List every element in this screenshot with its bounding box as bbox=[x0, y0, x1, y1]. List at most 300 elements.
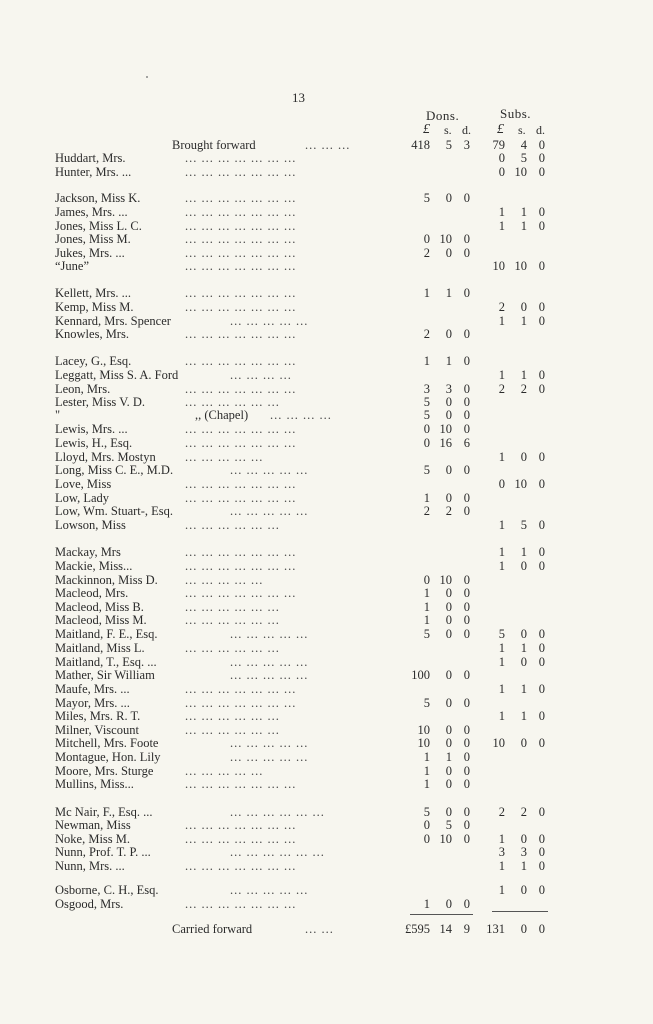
donation-pence: 0 bbox=[463, 463, 470, 477]
donation-pence: 0 bbox=[463, 354, 470, 368]
subscription-pence: 0 bbox=[538, 219, 545, 233]
paper-speck bbox=[146, 76, 148, 78]
ledger-row bbox=[0, 314, 653, 327]
leader-dots: ... ... ... ... ... ... ... bbox=[185, 897, 297, 911]
leader-dots: ... ... ... ... ... ... ... bbox=[185, 682, 297, 696]
contributor-name: Leggatt, Miss S. A. Ford bbox=[55, 368, 179, 382]
subscription-pence: 0 bbox=[538, 709, 545, 723]
subscription-shillings: 10 bbox=[514, 477, 527, 491]
subscription-pence: 0 bbox=[538, 832, 545, 846]
subscription-pence: 0 bbox=[538, 559, 545, 573]
ledger-row bbox=[0, 641, 653, 654]
leader-dots: ... ... ... ... ... ... bbox=[185, 600, 280, 614]
leader-dots: ... ... bbox=[305, 922, 334, 936]
contributor-name: Newman, Miss bbox=[55, 818, 131, 832]
subscriptions-total-rule bbox=[492, 911, 548, 912]
leader-dots: ... ... ... ... ... ... ... bbox=[185, 586, 297, 600]
donation-pounds: 5 bbox=[423, 395, 430, 409]
subscription-shillings: 1 bbox=[520, 205, 527, 219]
ledger-row bbox=[0, 463, 653, 476]
subscription-shillings: 4 bbox=[520, 138, 527, 152]
leader-dots: ... ... ... ... ... ... ... bbox=[185, 219, 297, 233]
subscription-pence: 0 bbox=[538, 165, 545, 179]
ledger-row bbox=[0, 477, 653, 490]
subscription-shillings: 1 bbox=[520, 545, 527, 559]
ledger-row bbox=[0, 709, 653, 722]
ledger-row bbox=[0, 518, 653, 531]
subscription-shillings: 10 bbox=[514, 165, 527, 179]
contributor-name: Osgood, Mrs. bbox=[55, 897, 124, 911]
ledger-row bbox=[0, 286, 653, 299]
subscription-pounds: 10 bbox=[492, 259, 505, 273]
donation-pence: 0 bbox=[463, 897, 470, 911]
donation-shillings: 1 bbox=[445, 750, 452, 764]
subscription-pence: 0 bbox=[538, 545, 545, 559]
contributor-name: Jackson, Miss K. bbox=[55, 191, 141, 205]
subscription-shillings: 10 bbox=[514, 259, 527, 273]
contributor-name: Lester, Miss V. D. bbox=[55, 395, 146, 409]
donation-shillings: 0 bbox=[445, 668, 452, 682]
subscription-shillings: 5 bbox=[520, 518, 527, 532]
donation-shillings: 0 bbox=[445, 736, 452, 750]
ledger-row bbox=[0, 300, 653, 313]
leader-dots: ... ... ... ... ... ... ... bbox=[185, 818, 297, 832]
donation-pounds: 5 bbox=[423, 627, 430, 641]
ledger-row bbox=[0, 573, 653, 586]
donation-shillings: 16 bbox=[439, 436, 452, 450]
leader-dots: ... ... ... ... ... ... ... bbox=[185, 205, 297, 219]
subscription-pence: 0 bbox=[538, 151, 545, 165]
donation-pence: 0 bbox=[463, 627, 470, 641]
subscription-shillings: 0 bbox=[520, 300, 527, 314]
subscription-shillings: 1 bbox=[520, 709, 527, 723]
contributor-name: Long, Miss C. E., M.D. bbox=[55, 463, 174, 477]
contributor-name: Maitland, T., Esq. ... bbox=[55, 655, 157, 669]
subscription-pounds: 131 bbox=[486, 922, 505, 936]
leader-dots: ... ... ... ... ... ... ... bbox=[185, 259, 297, 273]
contributor-name: Milner, Viscount bbox=[55, 723, 139, 737]
subscription-pence: 0 bbox=[538, 314, 545, 328]
donation-pounds: 1 bbox=[423, 750, 430, 764]
ledger-row bbox=[0, 191, 653, 204]
donation-shillings: 5 bbox=[445, 138, 452, 152]
contributor-name: Macleod, Mrs. bbox=[55, 586, 129, 600]
donation-shillings: 0 bbox=[445, 777, 452, 791]
ledger-row bbox=[0, 736, 653, 749]
contributor-name: Mather, Sir William bbox=[55, 668, 155, 682]
subscription-pence: 0 bbox=[538, 259, 545, 273]
subscription-pounds: 1 bbox=[498, 832, 505, 846]
contributor-name: Mitchell, Mrs. Foote bbox=[55, 736, 159, 750]
subscription-shillings: 0 bbox=[520, 655, 527, 669]
subscription-pence: 0 bbox=[538, 845, 545, 859]
leader-dots: ... ... ... ... ... ... ... bbox=[185, 327, 297, 341]
contributor-name: Maitland, F. E., Esq. bbox=[55, 627, 158, 641]
leader-dots: ... ... ... ... ... ... bbox=[185, 723, 280, 737]
donation-pence: 3 bbox=[463, 138, 470, 152]
ledger-row bbox=[0, 395, 653, 408]
contributor-name: Leon, Mrs. bbox=[55, 382, 111, 396]
donation-shillings: 0 bbox=[445, 613, 452, 627]
ledger-row bbox=[0, 805, 653, 818]
leader-dots: ... ... ... ... ... bbox=[185, 450, 264, 464]
ledger-row bbox=[0, 845, 653, 858]
donation-pence: 0 bbox=[463, 818, 470, 832]
ledger-row bbox=[0, 613, 653, 626]
donation-pence: 0 bbox=[463, 723, 470, 737]
ledger-row bbox=[0, 764, 653, 777]
donation-pence: 0 bbox=[463, 777, 470, 791]
subscription-pounds: 79 bbox=[492, 138, 505, 152]
donation-pounds: 0 bbox=[423, 232, 430, 246]
contributor-name: Kemp, Miss M. bbox=[55, 300, 134, 314]
donation-shillings: 10 bbox=[439, 573, 452, 587]
leader-dots: ... ... ... ... ... bbox=[230, 504, 309, 518]
leader-dots: ... ... ... ... ... bbox=[230, 883, 309, 897]
donation-pounds: 100 bbox=[411, 668, 430, 682]
donation-shillings: 2 bbox=[445, 504, 452, 518]
donation-pounds: £595 bbox=[405, 922, 430, 936]
donation-shillings: 0 bbox=[445, 897, 452, 911]
leader-dots: ... ... ... ... ... ... bbox=[185, 518, 280, 532]
donation-shillings: 0 bbox=[445, 246, 452, 260]
donation-pounds: 1 bbox=[423, 586, 430, 600]
subscription-pence: 0 bbox=[538, 382, 545, 396]
donation-pence: 0 bbox=[463, 422, 470, 436]
subscription-shillings: 1 bbox=[520, 219, 527, 233]
leader-dots: ... ... ... ... ... ... bbox=[185, 613, 280, 627]
donation-pounds: 418 bbox=[411, 138, 430, 152]
subscription-shillings: 0 bbox=[520, 736, 527, 750]
don-shillings-heading: s. bbox=[444, 123, 452, 137]
leader-dots: ... ... ... ... ... bbox=[230, 463, 309, 477]
contributor-name: Macleod, Miss B. bbox=[55, 600, 144, 614]
subscription-pounds: 1 bbox=[498, 859, 505, 873]
donation-pence: 0 bbox=[463, 395, 470, 409]
subscription-pounds: 1 bbox=[498, 559, 505, 573]
ledger-row bbox=[0, 859, 653, 872]
subscription-pounds: 1 bbox=[498, 314, 505, 328]
contributor-name: Jones, Miss M. bbox=[55, 232, 131, 246]
donation-pence: 0 bbox=[463, 832, 470, 846]
contributor-name: Nunn, Mrs. ... bbox=[55, 859, 125, 873]
contributor-name: Macleod, Miss M. bbox=[55, 613, 147, 627]
donation-pence: 0 bbox=[463, 408, 470, 422]
subscription-pence: 0 bbox=[538, 477, 545, 491]
ledger-row bbox=[0, 818, 653, 831]
ledger-row bbox=[0, 246, 653, 259]
subscription-shillings: 0 bbox=[520, 832, 527, 846]
subscription-pence: 0 bbox=[538, 883, 545, 897]
donation-shillings: 0 bbox=[445, 696, 452, 710]
donation-shillings: 0 bbox=[445, 805, 452, 819]
leader-dots: ... ... ... ... ... ... ... bbox=[185, 354, 297, 368]
subscription-pounds: 1 bbox=[498, 219, 505, 233]
leader-dots: ... ... ... ... ... ... ... bbox=[185, 422, 297, 436]
ledger-row bbox=[0, 205, 653, 218]
donation-pence: 0 bbox=[463, 191, 470, 205]
donation-pounds: 1 bbox=[423, 897, 430, 911]
contributor-name: Nunn, Prof. T. P. ... bbox=[55, 845, 151, 859]
donation-shillings: 0 bbox=[445, 395, 452, 409]
leader-dots: ... ... ... ... ... ... ... bbox=[185, 545, 297, 559]
donation-shillings: 0 bbox=[445, 191, 452, 205]
leader-dots: ... ... ... ... ... ... ... bbox=[185, 777, 297, 791]
contributor-name: Huddart, Mrs. bbox=[55, 151, 126, 165]
leader-dots: ... ... ... ... ... ... ... bbox=[185, 151, 297, 165]
donation-pence: 0 bbox=[463, 573, 470, 587]
leader-dots: ... ... ... ... ... bbox=[230, 627, 309, 641]
contributor-name: Lewis, Mrs. ... bbox=[55, 422, 128, 436]
subscription-pounds: 2 bbox=[498, 805, 505, 819]
donation-shillings: 0 bbox=[445, 764, 452, 778]
leader-dots: ... ... ... ... ... ... ... bbox=[185, 286, 297, 300]
ledger-row bbox=[0, 832, 653, 845]
ledger-row bbox=[0, 668, 653, 681]
donation-pounds: 0 bbox=[423, 436, 430, 450]
donation-pence: 0 bbox=[463, 805, 470, 819]
ditto-note: ,, (Chapel) bbox=[195, 408, 249, 422]
leader-dots: ... ... ... ... ... ... ... bbox=[185, 436, 297, 450]
ledger-row bbox=[0, 922, 653, 935]
contributor-name: " bbox=[55, 408, 61, 422]
subscription-pence: 0 bbox=[538, 138, 545, 152]
ledger-row bbox=[0, 327, 653, 340]
ledger-row bbox=[0, 586, 653, 599]
subscription-shillings: 0 bbox=[520, 627, 527, 641]
subscription-pounds: 1 bbox=[498, 641, 505, 655]
donation-pounds: 1 bbox=[423, 764, 430, 778]
subscription-pounds: 1 bbox=[498, 205, 505, 219]
donation-pounds: 5 bbox=[423, 463, 430, 477]
donation-pounds: 5 bbox=[423, 805, 430, 819]
subscription-pounds: 0 bbox=[498, 477, 505, 491]
donation-pence: 0 bbox=[463, 246, 470, 260]
subscription-pence: 0 bbox=[538, 655, 545, 669]
ledger-row bbox=[0, 559, 653, 572]
leader-dots: ... ... ... ... ... ... ... bbox=[185, 491, 297, 505]
ledger-row bbox=[0, 138, 653, 151]
leader-dots: ... ... ... ... ... ... ... bbox=[185, 696, 297, 710]
ledger-row bbox=[0, 232, 653, 245]
leader-dots: ... ... ... ... ... ... ... bbox=[185, 300, 297, 314]
leader-dots: ... ... ... ... ... bbox=[230, 750, 309, 764]
subscription-pounds: 2 bbox=[498, 300, 505, 314]
leader-dots: ... ... ... ... ... ... ... bbox=[185, 859, 297, 873]
donation-pounds: 0 bbox=[423, 818, 430, 832]
subscription-pounds: 1 bbox=[498, 450, 505, 464]
subscription-shillings: 0 bbox=[520, 450, 527, 464]
donation-pounds: 3 bbox=[423, 382, 430, 396]
contributor-name: Brought forward bbox=[172, 138, 256, 152]
donation-pounds: 5 bbox=[423, 191, 430, 205]
subscription-pounds: 0 bbox=[498, 151, 505, 165]
sub-shillings-heading: s. bbox=[518, 123, 526, 137]
leader-dots: ... ... ... ... ... ... bbox=[185, 395, 280, 409]
subscription-pounds: 1 bbox=[498, 545, 505, 559]
donation-pence: 0 bbox=[463, 696, 470, 710]
contributor-name: Osborne, C. H., Esq. bbox=[55, 883, 159, 897]
donation-pence: 0 bbox=[463, 586, 470, 600]
leader-dots: ... ... ... ... ... ... bbox=[230, 845, 325, 859]
leader-dots: ... ... ... ... ... ... ... bbox=[185, 165, 297, 179]
subscription-pounds: 1 bbox=[498, 709, 505, 723]
ledger-row bbox=[0, 655, 653, 668]
subscription-pounds: 1 bbox=[498, 682, 505, 696]
donation-shillings: 10 bbox=[439, 422, 452, 436]
leader-dots: ... ... ... ... ... bbox=[230, 668, 309, 682]
donation-shillings: 14 bbox=[439, 922, 452, 936]
donation-pounds: 1 bbox=[423, 613, 430, 627]
leader-dots: ... ... ... ... ... ... bbox=[185, 641, 280, 655]
ledger-row bbox=[0, 422, 653, 435]
ledger-row bbox=[0, 897, 653, 910]
donation-shillings: 0 bbox=[445, 627, 452, 641]
contributor-name: Miles, Mrs. R. T. bbox=[55, 709, 141, 723]
sub-pence-heading: d. bbox=[536, 123, 545, 137]
ledger-row bbox=[0, 368, 653, 381]
donation-shillings: 10 bbox=[439, 232, 452, 246]
ledger-row bbox=[0, 777, 653, 790]
donation-pence: 0 bbox=[463, 491, 470, 505]
contributor-name: “June” bbox=[55, 259, 90, 273]
ledger-row bbox=[0, 750, 653, 763]
subscription-pounds: 1 bbox=[498, 655, 505, 669]
donation-pounds: 1 bbox=[423, 354, 430, 368]
subscription-pence: 0 bbox=[538, 450, 545, 464]
subscription-shillings: 2 bbox=[520, 805, 527, 819]
donation-pounds: 2 bbox=[423, 327, 430, 341]
contributor-name: Moore, Mrs. Sturge bbox=[55, 764, 154, 778]
ledger-row bbox=[0, 165, 653, 178]
donation-shillings: 0 bbox=[445, 586, 452, 600]
ledger-row bbox=[0, 491, 653, 504]
ledger-row bbox=[0, 504, 653, 517]
leader-dots: ... ... ... bbox=[305, 138, 351, 152]
subscription-pence: 0 bbox=[538, 736, 545, 750]
donation-shillings: 0 bbox=[445, 463, 452, 477]
leader-dots: ... ... ... ... ... ... ... bbox=[185, 246, 297, 260]
subscription-shillings: 0 bbox=[520, 883, 527, 897]
ledger-row bbox=[0, 354, 653, 367]
leader-dots: ... ... ... ... ... ... ... bbox=[185, 477, 297, 491]
contributor-name: Knowles, Mrs. bbox=[55, 327, 129, 341]
leader-dots: ... ... ... ... ... ... ... bbox=[185, 232, 297, 246]
donation-pence: 6 bbox=[463, 436, 470, 450]
subscription-pounds: 2 bbox=[498, 382, 505, 396]
contributor-name: Montague, Hon. Lily bbox=[55, 750, 161, 764]
donation-shillings: 1 bbox=[445, 286, 452, 300]
donation-pence: 0 bbox=[463, 286, 470, 300]
page-number: 13 bbox=[292, 90, 305, 105]
donation-pounds: 2 bbox=[423, 504, 430, 518]
contributor-name: Noke, Miss M. bbox=[55, 832, 131, 846]
contributor-name: Low, Lady bbox=[55, 491, 110, 505]
contributor-name: James, Mrs. ... bbox=[55, 205, 128, 219]
donation-pounds: 5 bbox=[423, 408, 430, 422]
donation-shillings: 0 bbox=[445, 491, 452, 505]
subscription-pence: 0 bbox=[538, 368, 545, 382]
subscription-shillings: 1 bbox=[520, 859, 527, 873]
donation-pounds: 1 bbox=[423, 491, 430, 505]
donation-shillings: 0 bbox=[445, 600, 452, 614]
contributor-name: Hunter, Mrs. ... bbox=[55, 165, 132, 179]
donation-pounds: 10 bbox=[417, 736, 430, 750]
leader-dots: ... ... ... ... ... bbox=[185, 573, 264, 587]
subscription-shillings: 1 bbox=[520, 314, 527, 328]
contributor-name: Lloyd, Mrs. Mostyn bbox=[55, 450, 156, 464]
donation-pence: 0 bbox=[463, 232, 470, 246]
ledger-row bbox=[0, 450, 653, 463]
contributor-name: Maitland, Miss L. bbox=[55, 641, 145, 655]
donation-shillings: 0 bbox=[445, 327, 452, 341]
don-pence-heading: d. bbox=[462, 123, 471, 137]
ledger-row bbox=[0, 382, 653, 395]
leader-dots: ... ... ... ... bbox=[270, 408, 332, 422]
leader-dots: ... ... ... ... ... ... ... bbox=[185, 191, 297, 205]
donation-pence: 0 bbox=[463, 764, 470, 778]
contributor-name: Kennard, Mrs. Spencer bbox=[55, 314, 171, 328]
ledger-row bbox=[0, 627, 653, 640]
subscription-shillings: 1 bbox=[520, 682, 527, 696]
donation-pounds: 2 bbox=[423, 246, 430, 260]
donation-pounds: 10 bbox=[417, 723, 430, 737]
donation-pence: 0 bbox=[463, 750, 470, 764]
subscription-pence: 0 bbox=[538, 682, 545, 696]
subscription-pounds: 10 bbox=[492, 736, 505, 750]
donation-shillings: 1 bbox=[445, 354, 452, 368]
donation-pounds: 1 bbox=[423, 600, 430, 614]
contributor-name: Low, Wm. Stuart-, Esq. bbox=[55, 504, 174, 518]
donation-pounds: 0 bbox=[423, 573, 430, 587]
donation-pounds: 1 bbox=[423, 286, 430, 300]
leader-dots: ... ... ... ... ... ... ... bbox=[185, 559, 297, 573]
donation-pence: 0 bbox=[463, 504, 470, 518]
ledger-row bbox=[0, 259, 653, 272]
sub-pounds-heading: £ bbox=[497, 122, 504, 137]
subscriptions-header: Subs. bbox=[500, 106, 532, 121]
ledger-row bbox=[0, 723, 653, 736]
subscription-pence: 0 bbox=[538, 627, 545, 641]
subscription-shillings: 2 bbox=[520, 382, 527, 396]
contributor-name: Kellett, Mrs. ... bbox=[55, 286, 132, 300]
donation-pounds: 1 bbox=[423, 777, 430, 791]
contributor-name: Maufe, Mrs. ... bbox=[55, 682, 130, 696]
subscription-pence: 0 bbox=[538, 518, 545, 532]
contributor-name: Carried forward bbox=[172, 922, 253, 936]
donation-pence: 9 bbox=[463, 922, 470, 936]
ledger-row bbox=[0, 545, 653, 558]
contributor-name: Lacey, G., Esq. bbox=[55, 354, 132, 368]
donation-shillings: 5 bbox=[445, 818, 452, 832]
contributor-name: Mullins, Miss... bbox=[55, 777, 134, 791]
subscription-shillings: 1 bbox=[520, 641, 527, 655]
ledger-row bbox=[0, 219, 653, 232]
subscription-pounds: 1 bbox=[498, 518, 505, 532]
donation-pounds: 0 bbox=[423, 422, 430, 436]
subscription-pounds: 1 bbox=[498, 368, 505, 382]
ledger-row bbox=[0, 682, 653, 695]
ledger-row bbox=[0, 436, 653, 449]
donation-shillings: 0 bbox=[445, 723, 452, 737]
subscription-pence: 0 bbox=[538, 805, 545, 819]
donation-pence: 0 bbox=[463, 382, 470, 396]
donation-pence: 0 bbox=[463, 600, 470, 614]
leader-dots: ... ... ... ... ... bbox=[230, 314, 309, 328]
contributor-name: Mackie, Miss... bbox=[55, 559, 133, 573]
subscription-pence: 0 bbox=[538, 641, 545, 655]
subscription-pounds: 3 bbox=[498, 845, 505, 859]
